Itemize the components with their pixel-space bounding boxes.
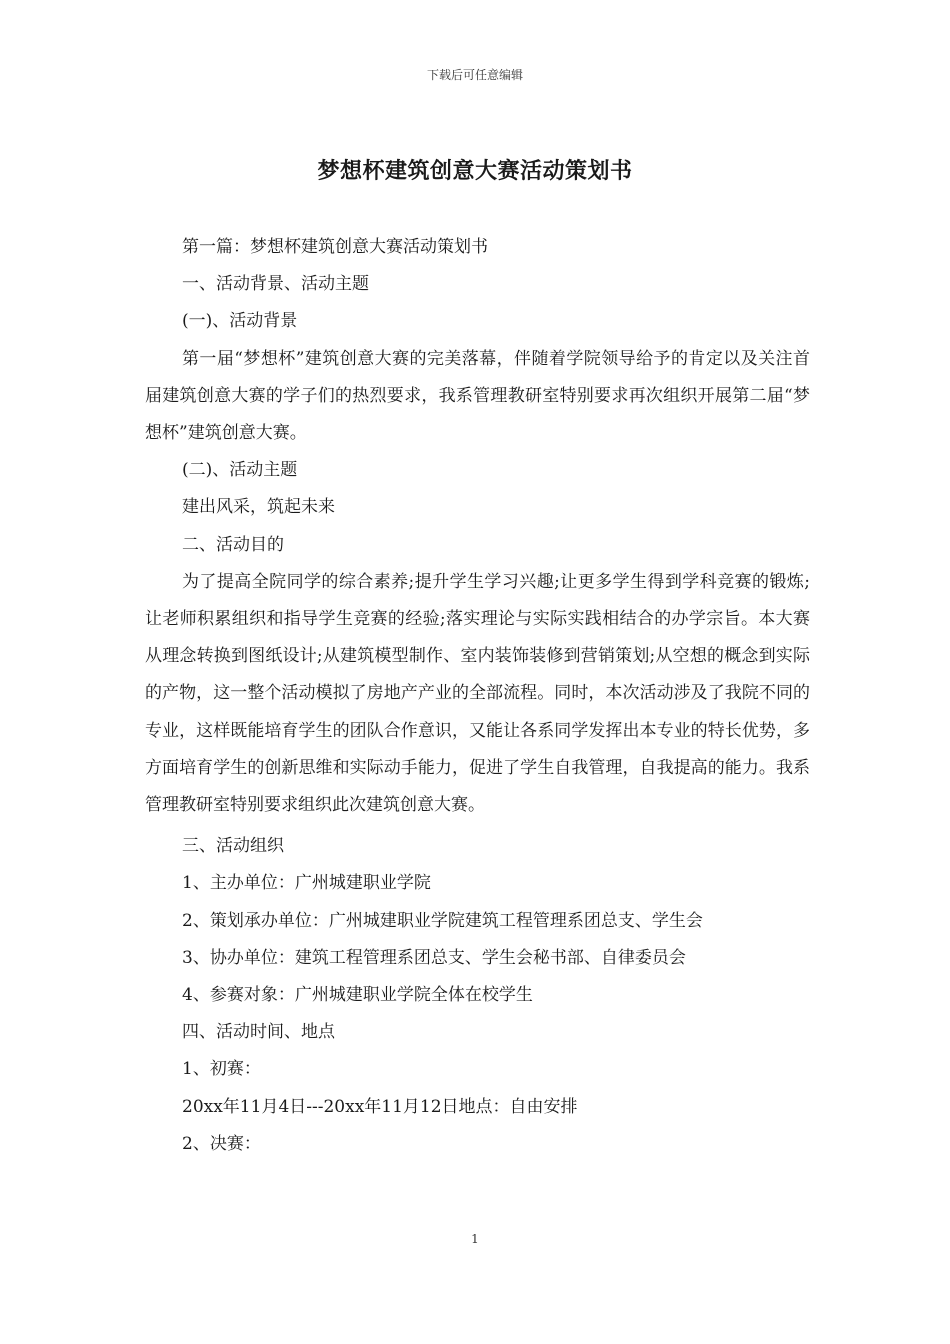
paragraph-subsection-background: (一)、活动背景 [182, 311, 298, 332]
header-note: 下载后可任意编辑 [426, 68, 523, 82]
paragraph-organizer: 1、主办单位：广州城建职业学院 [182, 873, 431, 894]
page-number: 1 [471, 1232, 479, 1246]
paragraph-section-3-heading: 三、活动组织 [182, 836, 284, 857]
paragraph-participants: 4、参赛对象：广州城建职业学院全体在校学生 [182, 985, 533, 1006]
paragraph-section-1-heading: 一、活动背景、活动主题 [182, 274, 369, 295]
paragraph-purpose-text: 为了提高全院同学的综合素养;提升学生学习兴趣;让更多学生得到学科竞赛的锻炼;让老师积累组织和指导学生竞赛的经验;落实理论与实际实践相结合的办学宗旨。本大赛从理念转换到图纸设计;从建筑模型制作、室内装饰装修到营销策划;从空想的概念到实际的产物，这一整个活动模拟了房地产产业的全部流程。同时，本次活动涉及了我院不同的专业，这样既能培育学生的团队合作意识，又能让各系同学发挥出本专业的特长优势，多方面培育学生的创新思维和实际动手能力，促进了学生自我管理，自我提高的能力。我系管理教研室特别要求组织此次建筑创意大赛。 [145, 571, 810, 816]
paragraph-preliminary-dates: 20xx年11月4日---20xx年11月12日地点：自由安排 [182, 1096, 578, 1117]
document-body [145, 229, 810, 1163]
paragraph-final-heading: 2、决赛： [182, 1133, 261, 1154]
paragraph-section-2-heading: 二、活动目的 [182, 534, 284, 555]
paragraph-subsection-theme: (二)、活动主题 [182, 460, 298, 481]
paragraph-co-organizer: 3、协办单位：建筑工程管理系团总支、学生会秘书部、自律委员会 [182, 947, 686, 968]
paragraph-background-text: 第一届“梦想杯”建筑创意大赛的完美落幕，伴随着学院领导给予的肯定以及关注首届建筑创意大赛的学子们的热烈要求，我系管理教研室特别要求再次组织开展第二届“梦想杯”建筑创意大赛。 [145, 348, 810, 444]
paragraph-section-4-heading: 四、活动时间、地点 [182, 1022, 335, 1043]
paragraph-preliminary-heading: 1、初赛： [182, 1059, 261, 1080]
paragraph-planner: 2、策划承办单位：广州城建职业学院建筑工程管理系团总支、学生会 [182, 910, 703, 931]
paragraph-theme-text: 建出风采，筑起未来 [182, 497, 335, 518]
paragraph-part-heading: 第一篇：梦想杯建筑创意大赛活动策划书 [182, 237, 488, 257]
document-title: 梦想杯建筑创意大赛活动策划书 [317, 158, 633, 184]
